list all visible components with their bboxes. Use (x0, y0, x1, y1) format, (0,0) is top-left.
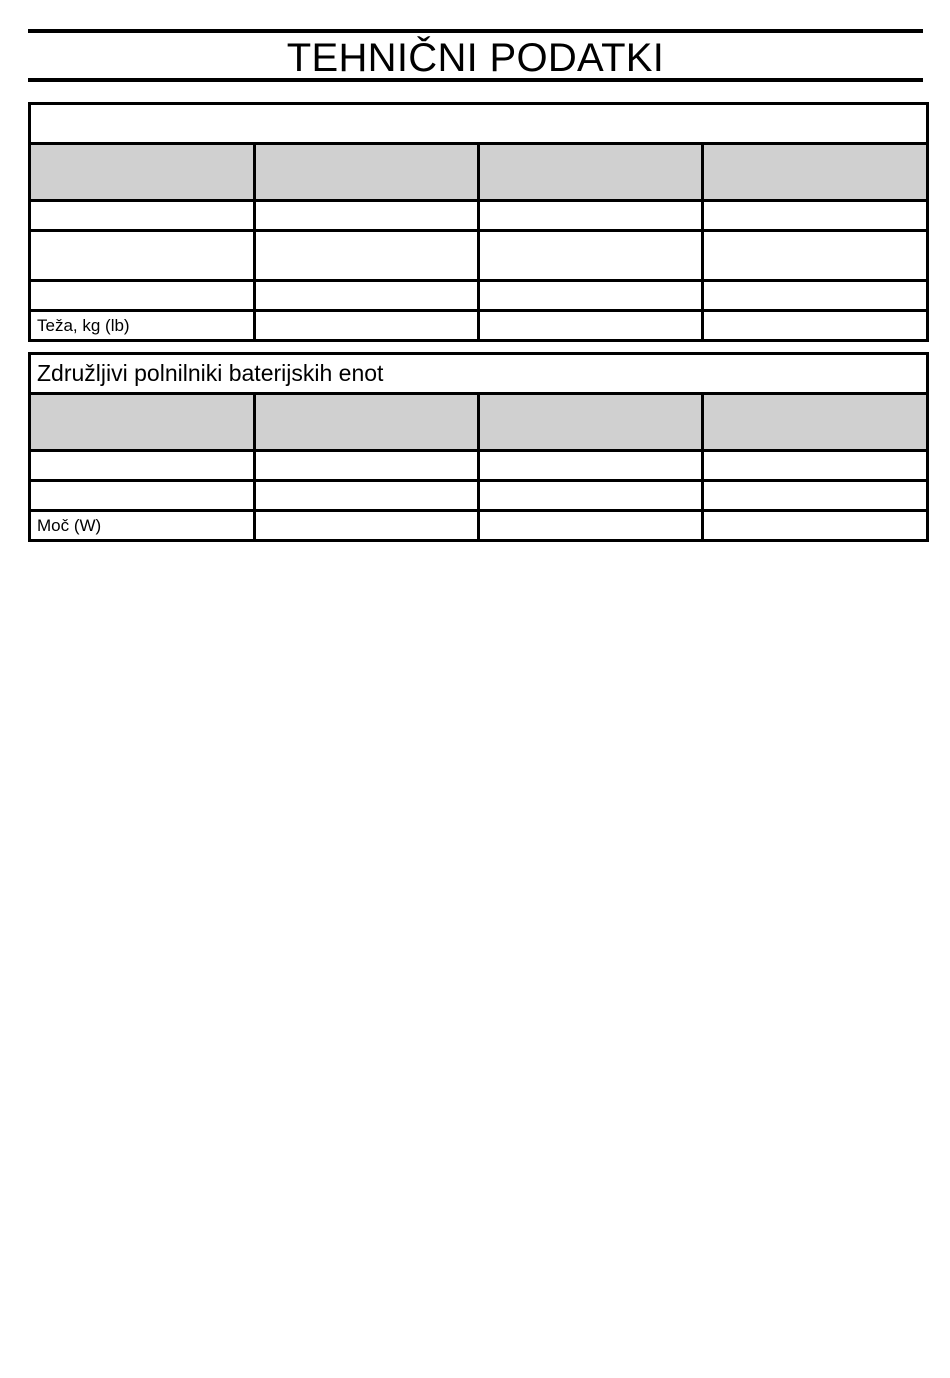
table-cell (255, 394, 479, 451)
table-row (30, 311, 928, 341)
table-caption-row (30, 104, 928, 144)
page-header (28, 29, 923, 82)
table-caption (30, 104, 928, 144)
table-row (30, 451, 928, 481)
table-cell (703, 451, 928, 481)
table-cell (255, 144, 479, 201)
row-label (30, 201, 255, 231)
table-row (30, 481, 928, 511)
table-cell (703, 511, 928, 541)
table-cell (30, 144, 255, 201)
table-caption-row (30, 354, 928, 394)
row-label (30, 231, 255, 281)
table-cell (479, 451, 703, 481)
table-cell (479, 394, 703, 451)
row-label-power: Moč (W) (30, 511, 255, 541)
table-cell (255, 511, 479, 541)
table-cell (479, 311, 703, 341)
table-cell (255, 231, 479, 281)
table-row (30, 231, 928, 281)
table-cell (479, 511, 703, 541)
table-cell (255, 201, 479, 231)
table-cell (703, 311, 928, 341)
table-caption: Združljivi polnilniki baterijskih enot (30, 354, 928, 394)
table-row (30, 201, 928, 231)
page-title: TEHNIČNI PODATKI (286, 35, 665, 80)
row-label (30, 451, 255, 481)
table-cell (479, 231, 703, 281)
table-cell (703, 481, 928, 511)
compatible-chargers-table (28, 352, 929, 542)
table-header-row (30, 394, 928, 451)
row-label (30, 281, 255, 311)
table-cell (703, 281, 928, 311)
table-header-row (30, 144, 928, 201)
table-row (30, 511, 928, 541)
table-cell (30, 394, 255, 451)
row-label-weight: Teža, kg (lb) (30, 311, 255, 341)
table-cell (255, 281, 479, 311)
row-label (30, 481, 255, 511)
table-cell (703, 144, 928, 201)
technical-data-table (28, 102, 929, 342)
table-cell (479, 481, 703, 511)
table-cell (479, 144, 703, 201)
table-cell (255, 481, 479, 511)
table-cell (703, 231, 928, 281)
table-row (30, 281, 928, 311)
table-cell (255, 311, 479, 341)
table-cell (479, 281, 703, 311)
table-cell (255, 451, 479, 481)
table-cell (703, 201, 928, 231)
table-cell (703, 394, 928, 451)
table-cell (479, 201, 703, 231)
